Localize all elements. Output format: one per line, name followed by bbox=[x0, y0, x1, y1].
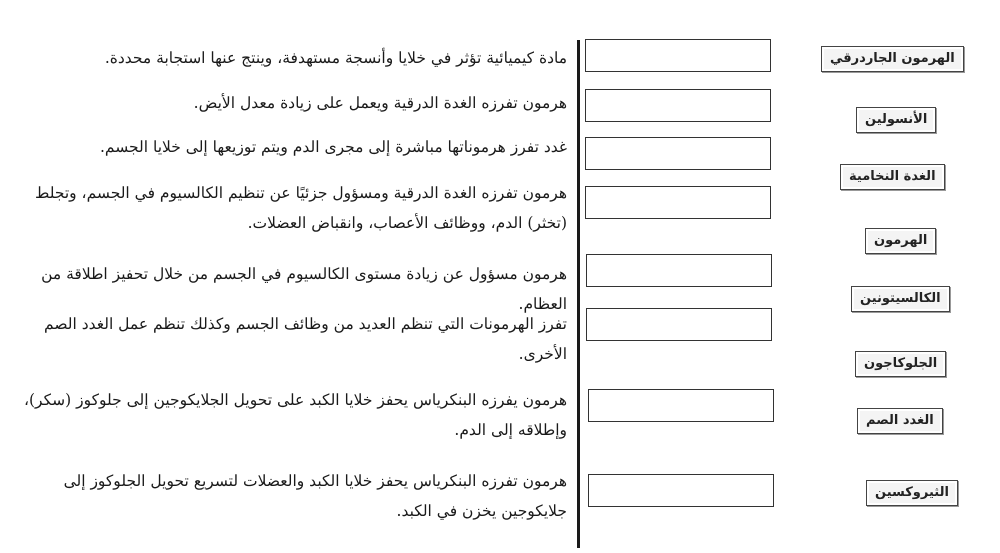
answer-tile-parathyroid-hormone[interactable]: الهرمون الجاردرقي bbox=[821, 46, 964, 72]
statement-3: غدد تفرز هرموناتها مباشرة إلى مجرى الدم ويتم توزيعها إلى خلايا الجسم. bbox=[99, 138, 567, 156]
statement-4: هرمون تفرزه الغدة الدرقية ومسؤول جزئيًا عن تنظيم الكالسيوم في الجسم، وتجلط (تخثر) الدم، ووظائف الأعصاب، وانقباض العضلات. bbox=[34, 184, 567, 232]
statement-6: تفرز الهرمونات التي تنظم العديد من وظائف الجسم وكذلك تنظم عمل الغدد الصم الأخرى. bbox=[44, 315, 567, 363]
answer-tile-calcitonin[interactable]: الكالسيتونين bbox=[851, 286, 950, 312]
vertical-divider bbox=[577, 40, 580, 548]
statement-8: هرمون تفرزه البنكرياس يحفز خلايا الكبد والعضلات لتسريع تحويل الجلوكوز إلى جلايكوجين يخزن في الكبد. bbox=[63, 472, 567, 520]
statement-2: هرمون تفرزه الغدة الدرقية ويعمل على زيادة معدل الأيض. bbox=[193, 94, 567, 112]
answer-tile-pituitary-gland[interactable]: الغدة النخامية bbox=[840, 164, 945, 190]
answer-slot-2[interactable] bbox=[585, 89, 771, 122]
statement-5: هرمون مسؤول عن زيادة مستوى الكالسيوم في الجسم من خلال تحفيز اطلاقة من العظام. bbox=[41, 265, 567, 313]
answer-tile-thyroxine[interactable]: الثيروكسين bbox=[866, 480, 958, 506]
answer-tile-endocrine-glands[interactable]: الغدد الصم bbox=[857, 408, 943, 434]
statement-7: هرمون يفرزه البنكرياس يحفز خلايا الكبد على تحويل الجلايكوجين إلى جلوكوز (سكر)، وإطلاقه إلى الدم. bbox=[24, 391, 567, 439]
answer-tile-glucagon[interactable]: الجلوكاجون bbox=[855, 351, 946, 377]
answer-slot-1[interactable] bbox=[585, 39, 771, 72]
answer-slot-8[interactable] bbox=[588, 474, 774, 507]
answer-slot-5[interactable] bbox=[586, 254, 772, 287]
answer-slot-6[interactable] bbox=[586, 308, 772, 341]
answer-tile-insulin[interactable]: الأنسولين bbox=[856, 107, 936, 133]
statement-1: مادة كيميائية تؤثر في خلايا وأنسجة مستهدفة، وينتج عنها استجابة محددة. bbox=[104, 49, 567, 67]
answer-slot-7[interactable] bbox=[588, 389, 774, 422]
answer-slot-4[interactable] bbox=[585, 186, 771, 219]
answer-slot-3[interactable] bbox=[585, 137, 771, 170]
answer-tile-hormone[interactable]: الهرمون bbox=[865, 228, 936, 254]
